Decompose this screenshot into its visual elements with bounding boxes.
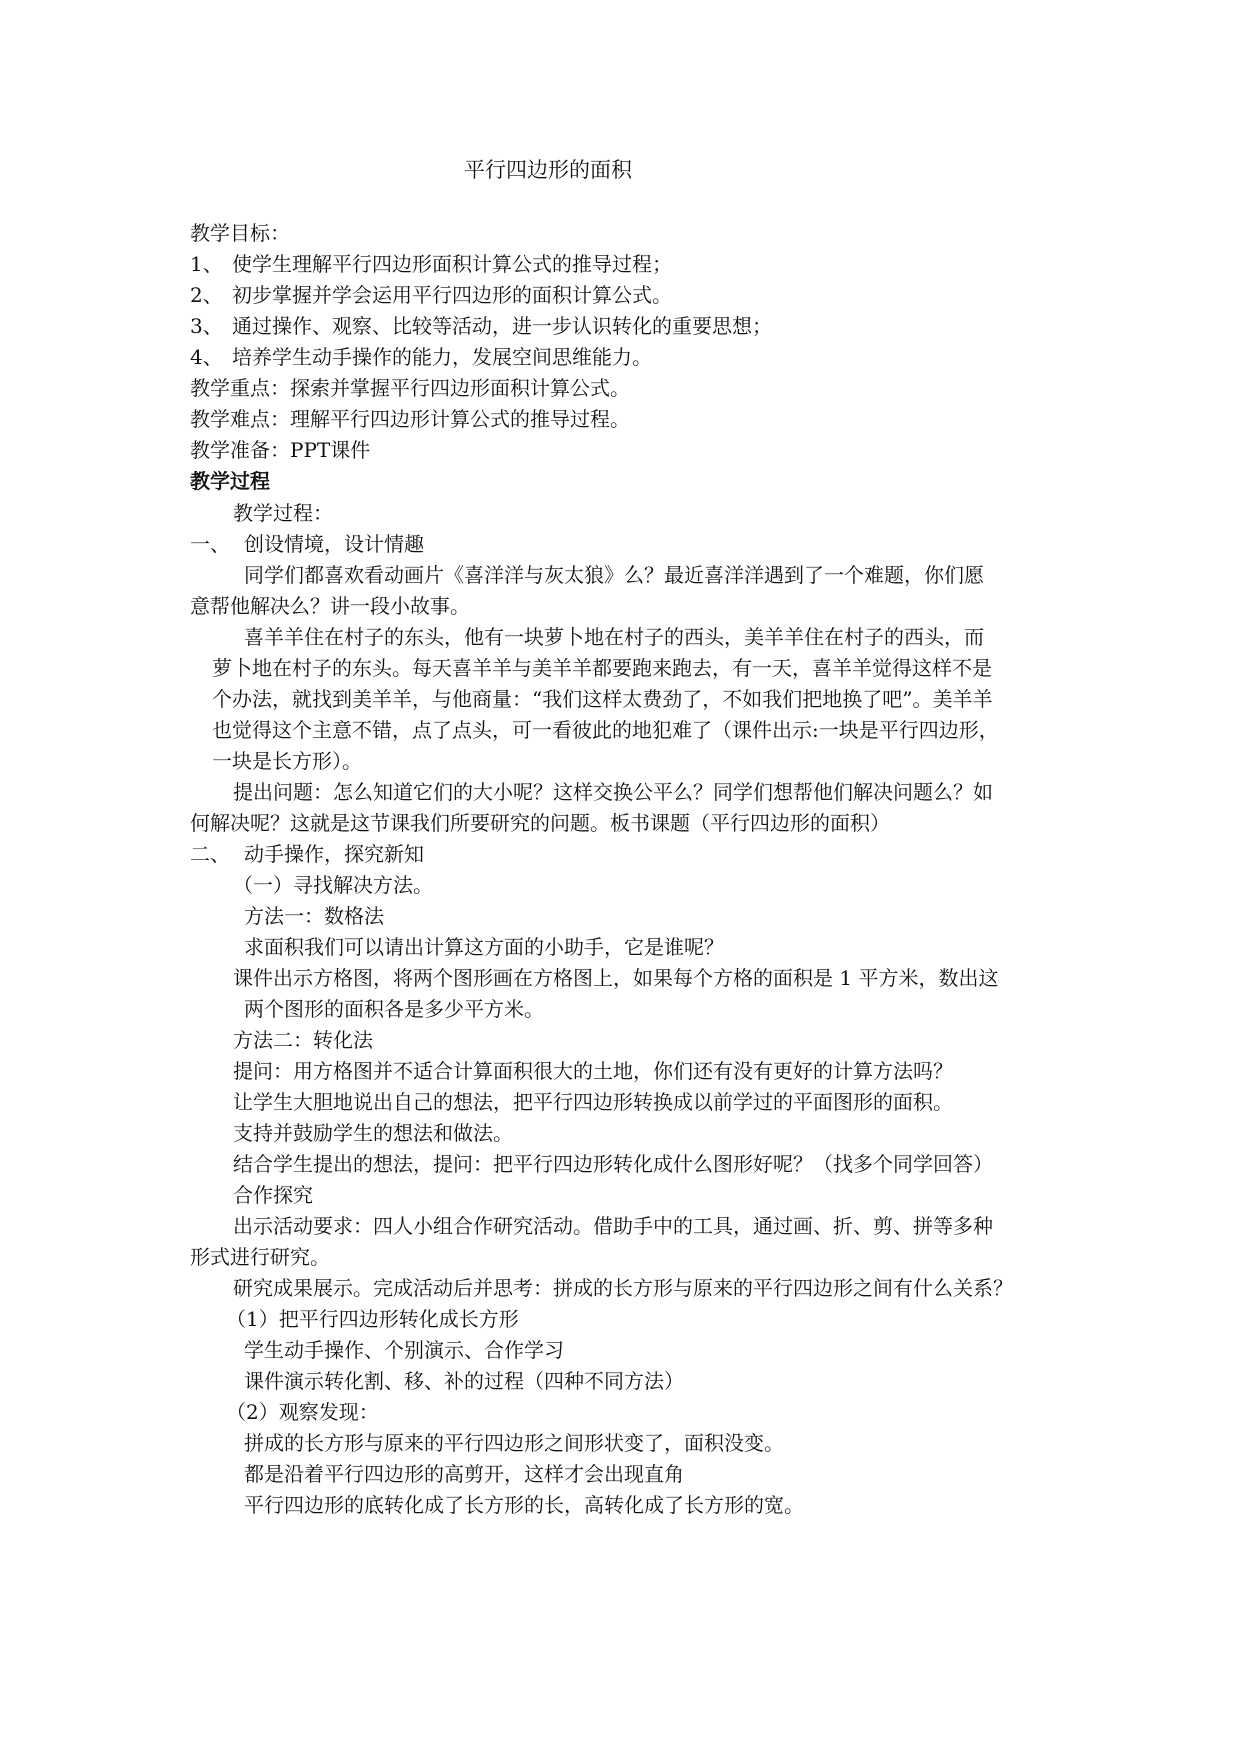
- objective-number: 2、: [190, 283, 223, 307]
- paragraph-line: 提出问题：怎么知道它们的大小呢？这样交换公平么？同学们想帮他们解决问题么？如: [233, 780, 993, 804]
- paragraph-line: 出示活动要求：四人小组合作研究活动。借助手中的工具，通过画、折、剪、拼等多种: [233, 1214, 993, 1238]
- paragraph-line: 一块是长方形）。: [212, 749, 362, 773]
- process-subheading: 教学过程：: [233, 501, 333, 525]
- paragraph-line: 支持并鼓励学生的想法和做法。: [233, 1121, 513, 1145]
- paragraph-line: 平行四边形的底转化成了长方形的长，高转化成了长方形的宽。: [244, 1493, 804, 1517]
- paragraph-line: 求面积我们可以请出计算这方面的小助手，它是谁呢？: [244, 935, 724, 959]
- objective-text: 初步掌握并学会运用平行四边形的面积计算公式。: [232, 283, 672, 307]
- paragraph-line: 萝卜地在村子的东头。每天喜羊羊与美羊羊都要跑来跑去，有一天，喜羊羊觉得这样不是: [212, 656, 992, 680]
- paragraph-line: 学生动手操作、个别演示、合作学习: [244, 1338, 564, 1362]
- paragraph-line: 个办法，就找到美羊羊，与他商量：“我们这样太费劲了，不如我们把地换了吧”。美羊羊: [212, 687, 993, 711]
- section-number: 二、: [190, 842, 230, 866]
- objective-item: [190, 311, 772, 341]
- paragraph-line: 方法一：数格法: [244, 904, 384, 928]
- objective-number: 1、: [190, 252, 223, 276]
- paragraph-line: 方法二：转化法: [233, 1028, 373, 1052]
- paragraph-line: 提问：用方格图并不适合计算面积很大的土地，你们还有没有更好的计算方法吗？: [233, 1059, 953, 1083]
- objective-item: [190, 280, 672, 310]
- paragraph-line: 课件出示方格图，将两个图形画在方格图上，如果每个方格的面积是 1 平方米，数出这: [233, 966, 999, 990]
- paragraph-line: 让学生大胆地说出自己的想法，把平行四边形转换成以前学过的平面图形的面积。: [233, 1090, 953, 1114]
- paragraph-line: （一）寻找解决方法。: [233, 873, 433, 897]
- paragraph-line: 合作探究: [233, 1183, 313, 1207]
- paragraph-line: 课件演示转化割、移、补的过程（四种不同方法）: [244, 1369, 684, 1393]
- paragraph-line: 拼成的长方形与原来的平行四边形之间形状变了，面积没变。: [244, 1431, 784, 1455]
- section-title: 动手操作，探究新知: [244, 842, 424, 866]
- paragraph-line: 结合学生提出的想法，提问：把平行四边形转化成什么图形好呢？（找多个同学回答）: [233, 1152, 993, 1176]
- section-heading: [190, 839, 424, 869]
- paragraph-line: 意帮他解决么？讲一段小故事。: [190, 594, 470, 618]
- paragraph-line: 都是沿着平行四边形的高剪开，这样才会出现直角: [244, 1462, 684, 1486]
- objective-text: 培养学生动手操作的能力，发展空间思维能力。: [232, 345, 652, 369]
- key-point: 教学重点：探索并掌握平行四边形面积计算公式。: [190, 376, 630, 400]
- document-title: 平行四边形的面积: [464, 158, 632, 182]
- objective-item: [190, 249, 672, 279]
- section-title: 创设情境，设计情趣: [244, 532, 424, 556]
- paragraph-line: 两个图形的面积各是多少平方米。: [244, 997, 544, 1021]
- objective-item: [190, 342, 652, 372]
- paragraph-line: （2）观察发现：: [226, 1400, 379, 1424]
- paragraph-line: 喜羊羊住在村子的东头，他有一块萝卜地在村子的西头，美羊羊住在村子的西头，而: [244, 625, 984, 649]
- section-heading: [190, 529, 424, 559]
- objectives-heading: 教学目标：: [190, 221, 290, 245]
- paragraph-line: 何解决呢？这就是这节课我们所要研究的问题。板书课题（平行四边形的面积）: [190, 811, 890, 835]
- paragraph-line: 研究成果展示。完成活动后并思考：拼成的长方形与原来的平行四边形之间有什么关系？: [233, 1276, 1013, 1300]
- paragraph-line: 形式进行研究。: [190, 1245, 330, 1269]
- paragraph-line: 同学们都喜欢看动画片《喜洋洋与灰太狼》么？最近喜洋洋遇到了一个难题，你们愿: [244, 563, 984, 587]
- paragraph-line: （1）把平行四边形转化成长方形: [226, 1307, 519, 1331]
- section-number: 一、: [190, 532, 230, 556]
- paragraph-line: 也觉得这个主意不错，点了点头，可一看彼此的地犯难了（课件出示:一块是平行四边形，: [212, 718, 999, 742]
- objective-text: 使学生理解平行四边形面积计算公式的推导过程；: [232, 252, 672, 276]
- process-heading: 教学过程: [190, 469, 270, 493]
- objective-number: 4、: [190, 345, 223, 369]
- difficulty: 教学难点：理解平行四边形计算公式的推导过程。: [190, 407, 630, 431]
- objective-text: 通过操作、观察、比较等活动，进一步认识转化的重要思想；: [232, 314, 772, 338]
- preparation: 教学准备：PPT课件: [190, 438, 371, 462]
- objective-number: 3、: [190, 314, 223, 338]
